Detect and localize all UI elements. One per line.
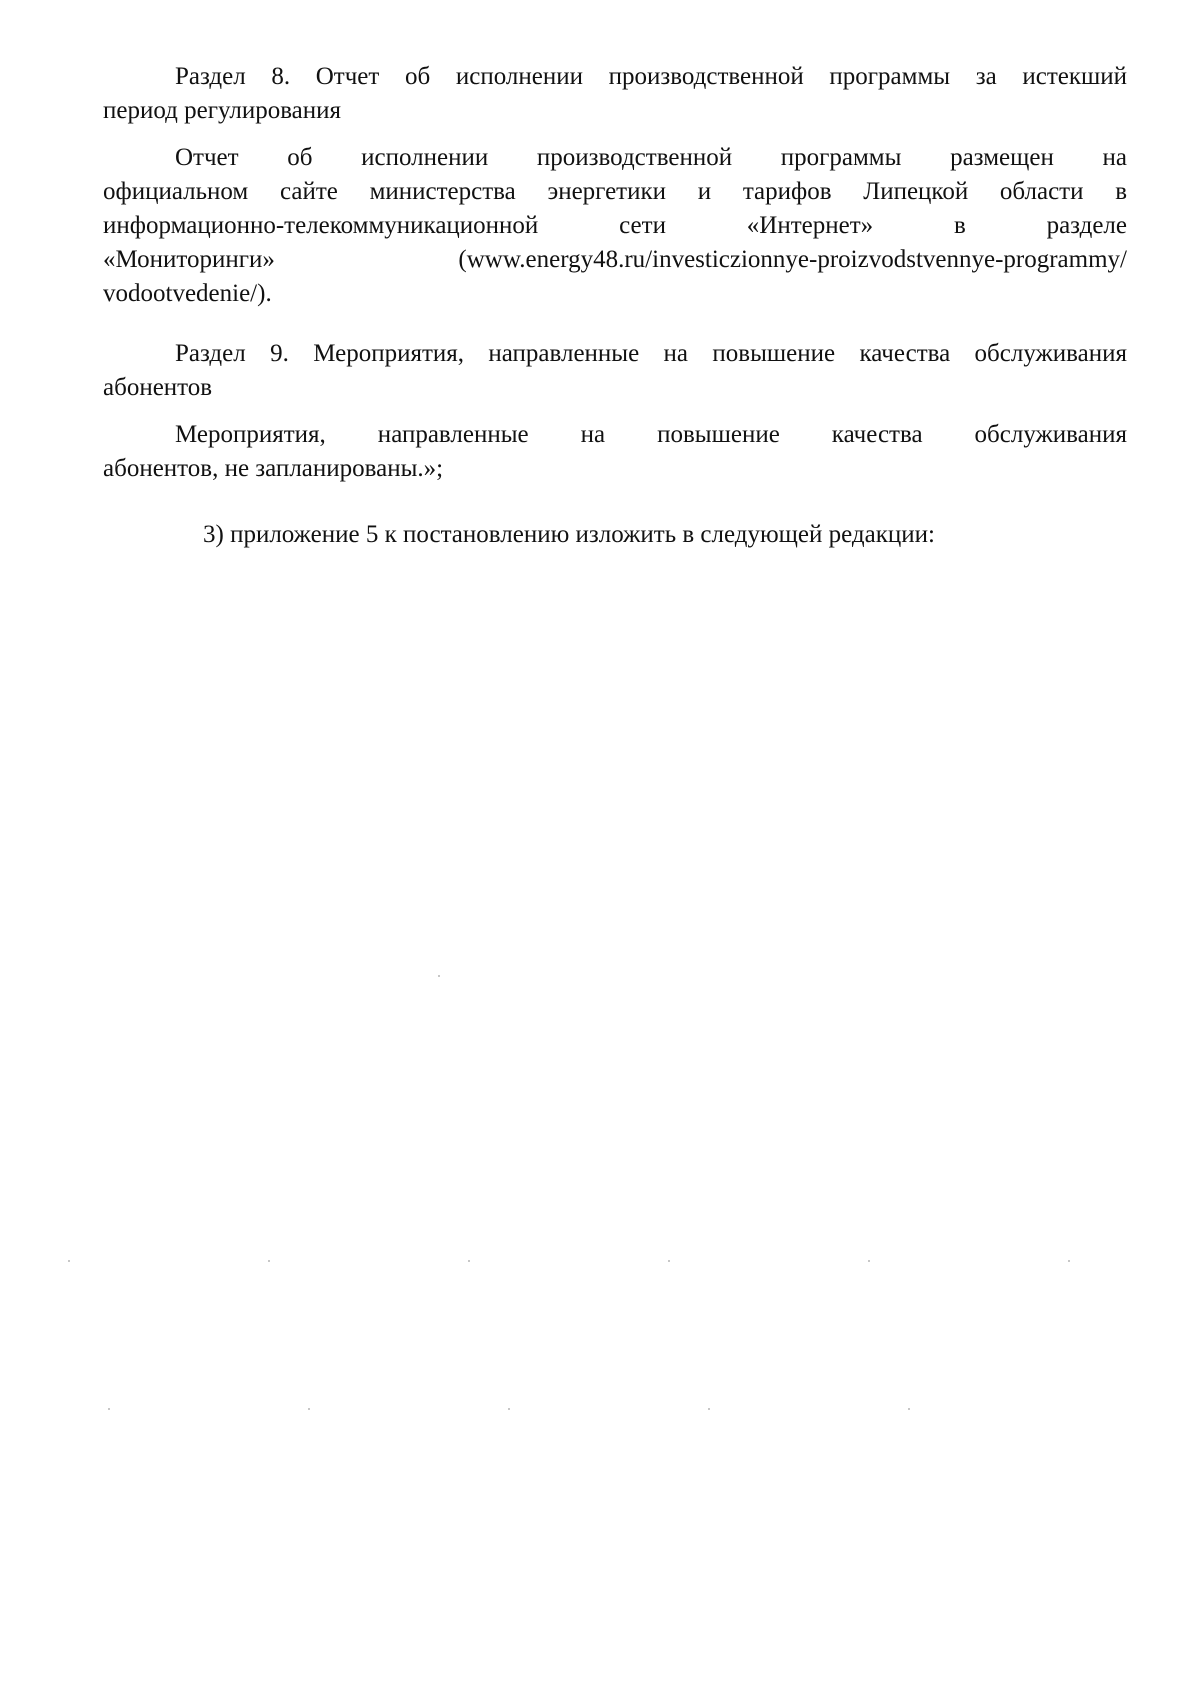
scan-speck bbox=[308, 1408, 310, 1410]
scan-speck bbox=[468, 1260, 470, 1262]
scan-speck bbox=[1068, 1260, 1070, 1262]
scan-speck bbox=[438, 975, 440, 977]
section-9-paragraph bbox=[103, 418, 1127, 486]
scan-speck bbox=[668, 1260, 670, 1262]
section-8-heading-line-1: Раздел 8. Отчет об исполнении производственной программы за истекший bbox=[175, 63, 1127, 90]
section-9-paragraph-line-2: абонентов, не запланированы.»; bbox=[103, 455, 444, 482]
item-3-text: 3) приложение 5 к постановлению изложить в следующей редакции: bbox=[203, 521, 935, 548]
section-9-heading bbox=[103, 337, 1127, 405]
section-8-heading-line-2: период регулирования bbox=[103, 97, 342, 124]
scan-speck bbox=[68, 1260, 70, 1262]
section-8-paragraph bbox=[103, 141, 1127, 311]
section-8-paragraph-line-5: vodootvedenie/). bbox=[103, 280, 272, 307]
section-8-paragraph-line-2: официальном сайте министерства энергетики и тарифов Липецкой области в bbox=[103, 178, 1127, 205]
scan-artifact-row-3 bbox=[0, 975, 1200, 979]
scan-speck bbox=[508, 1408, 510, 1410]
section-8-paragraph-line-3: информационно-телекоммуникационной сети «Интернет» в разделе bbox=[103, 212, 1127, 239]
section-9-heading-line-2: абонентов bbox=[103, 374, 213, 401]
scan-speck bbox=[908, 1408, 910, 1410]
section-9-heading-line-1: Раздел 9. Мероприятия, направленные на повышение качества обслуживания bbox=[175, 340, 1127, 367]
scan-speck bbox=[268, 1260, 270, 1262]
scan-speck bbox=[708, 1408, 710, 1410]
section-8-paragraph-line-1: Отчет об исполнении производственной программы размещен на bbox=[175, 144, 1127, 171]
scan-speck bbox=[868, 1260, 870, 1262]
scan-artifact-row-2 bbox=[0, 1408, 1200, 1412]
section-9-paragraph-line-1: Мероприятия, направленные на повышение качества обслуживания bbox=[175, 421, 1127, 448]
section-8-paragraph-line-4: «Мониторинги» (www.energy48.ru/investiczionnye-proizvodstvennye-programmy/ bbox=[103, 246, 1127, 273]
scan-artifact-row-1 bbox=[0, 1260, 1200, 1264]
section-8-heading bbox=[103, 60, 1127, 128]
scan-speck bbox=[108, 1408, 110, 1410]
